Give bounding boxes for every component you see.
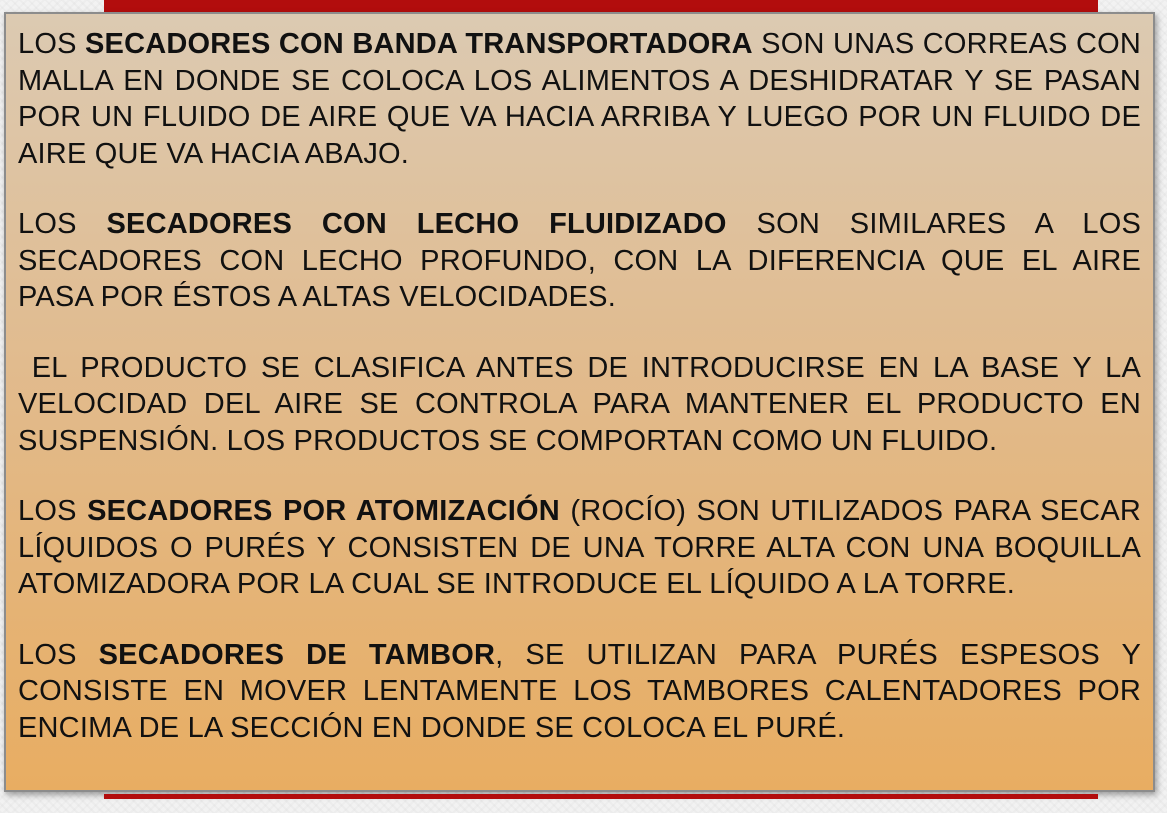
paragraph-text: SON UNAS CORREAS CON MALLA EN DONDE SE COLOCA LOS ALIMENTOS A DESHIDRATAR Y SE PASAN POR UN FLUIDO DE AIRE QUE VA HACIA ARRIBA Y LUEGO POR UN FLUIDO DE AIRE QUE VA HACIA ABAJO.: [18, 28, 1141, 170]
paragraph-banda-transportadora: [18, 26, 1141, 172]
paragraph-atomizacion: [18, 493, 1141, 603]
paragraph-text: LOS: [18, 28, 86, 60]
bottom-accent-bar: [104, 794, 1098, 799]
content-text-box: [4, 12, 1155, 792]
paragraph-text: (ROCÍO) SON UTILIZADOS PARA SECAR LÍQUIDOS O PURÉS Y CONSISTEN DE UNA TORRE ALTA CON UNA BOQUILLA ATOMIZADORA POR LA CUAL SE INTRODUCE EL LÍQUIDO A LA TORRE.: [18, 495, 1141, 600]
paragraph-tambor: [18, 637, 1141, 747]
paragraph-lecho-fluidizado: [18, 206, 1141, 316]
paragraph-highlight: SECADORES POR ATOMIZACIÓN: [87, 495, 560, 527]
paragraph-text: EL PRODUCTO SE CLASIFICA ANTES DE INTRODUCIRSE EN LA BASE Y LA VELOCIDAD DEL AIRE SE CONTROLA PARA MANTENER EL PRODUCTO EN SUSPENSIÓN. LOS PRODUCTOS SE COMPORTAN COMO UN FLUIDO.: [18, 351, 1150, 457]
paragraph-text: LOS: [18, 638, 99, 671]
paragraph-text: SON SIMILARES A LOS SECADORES CON LECHO PROFUNDO, CON LA DIFERENCIA QUE EL AIRE PASA POR ÉSTOS A ALTAS VELOCIDADES.: [18, 208, 1141, 313]
paragraph-highlight: SECADORES DE TAMBOR: [98, 638, 496, 671]
paragraph-highlight: SECADORES CON BANDA TRANSPORTADORA: [85, 28, 753, 60]
paragraph-text: LOS: [18, 208, 107, 240]
paragraph-text: LOS: [18, 495, 88, 527]
paragraph-producto-clasifica: [18, 350, 1150, 460]
paragraph-highlight: SECADORES CON LECHO FLUIDIZADO: [106, 208, 727, 240]
top-accent-bar: [104, 0, 1098, 12]
paragraph-text: , SE UTILIZAN PARA PURÉS ESPESOS Y CONSISTE EN MOVER LENTAMENTE LOS TAMBORES CALENTADORES POR ENCIMA DE LA SECCIÓN EN DONDE SE COLOCA EL PURÉ.: [18, 638, 1141, 744]
